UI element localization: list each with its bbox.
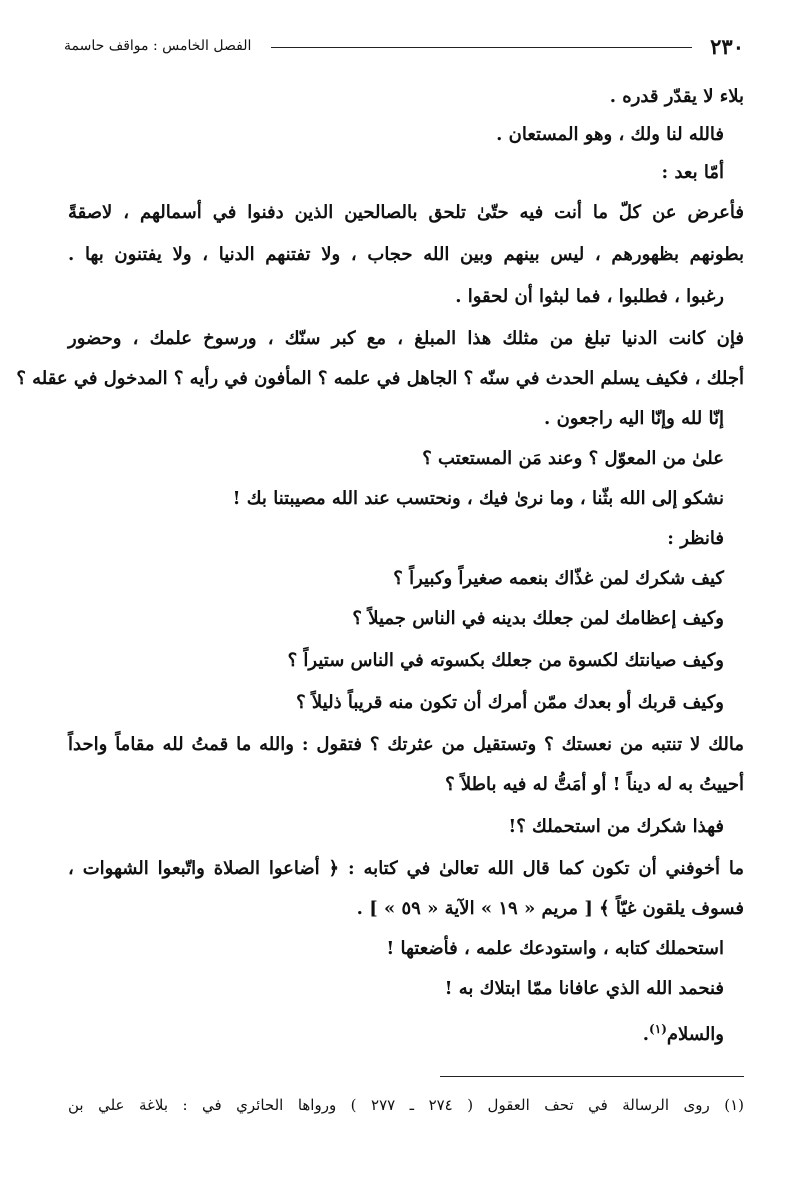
- text-line: أمّا بعد :: [661, 162, 724, 183]
- footnote-marker: (١): [649, 1022, 667, 1036]
- text-line: استحملك كتابه ، واستودعك علمه ، فأضعتها !: [386, 938, 724, 959]
- text-line: أجلك ، فكيف يسلم الحدث في سنّه ؟ الجاهل في علمه ؟ المأفون في رأيه ؟ المدخول في عقله ؟: [16, 368, 744, 389]
- text-line: نشكو إلى الله بثّنا ، وما نرىٰ فيك ، ونحتسب عند الله مصيبتنا بك !: [232, 488, 724, 509]
- text-line: ما أخوفني أن تكون كما قال الله تعالىٰ في كتابه : ﴿ أضاعوا الصلاة واتّبعوا الشهوات ،: [68, 858, 744, 879]
- text-line: كيف شكرك لمن غذّاك بنعمه صغيراً وكبيراً ؟: [393, 568, 724, 589]
- text-line: فنحمد الله الذي عافانا ممّا ابتلاك به !: [444, 978, 724, 999]
- text-line: فهذا شكرك من استحملك ؟!: [508, 816, 724, 837]
- text-line: فإن كانت الدنيا تبلغ من مثلك هذا المبلغ ، مع كبر سنّك ، ورسوخ علمك ، وحضور: [68, 328, 744, 349]
- page-number: ٢٣٠: [710, 34, 744, 59]
- closing-line: والسلام$^{(١)}$.: [642, 1022, 724, 1045]
- text-line: فأعرض عن كلّ ما أنت فيه حتّىٰ تلحق بالصالحين الذين دفنوا في أسمالهم ، لاصقةً: [68, 202, 744, 223]
- text-line: إنّا لله وإنّا اليه راجعون .: [544, 408, 724, 429]
- text-line: فسوف يلقون غيّاً ﴾ [ مريم « ١٩ » الآية « ٥٩ » ] .: [356, 898, 744, 919]
- chapter-title: الفصل الخامس : مواقف حاسمة: [64, 38, 252, 54]
- text-line: أحييتُ به له ديناً ! أو أمَتُّ له فيه باطلاً ؟: [445, 774, 744, 795]
- text-line: رغبوا ، فطلبوا ، فما لبثوا أن لحقوا .: [455, 286, 724, 307]
- header-rule: [271, 47, 692, 48]
- text-line: وكيف صيانتك لكسوة من جعلك بكسوته في الناس ستيراً ؟: [287, 650, 724, 671]
- text-line: وكيف إعظامك لمن جعلك بدينه في الناس جميلاً ؟: [352, 608, 724, 629]
- page-header: [64, 34, 744, 60]
- footnote-text: (١) روى الرسالة في تحف العقول ( ٢٧٤ ـ ٢٧٧ ) ورواها الحائري في : بلاغة علي بن: [68, 1096, 744, 1114]
- text-line: مالك لا تنتبه من نعستك ؟ وتستقيل من عثرتك ؟ فتقول : والله ما قمتُ لله مقاماً واحداً: [68, 734, 744, 755]
- closing-text: والسلام: [666, 1024, 724, 1045]
- footnote-rule: [440, 1076, 744, 1077]
- text-line: بلاء لا يقدّر قدره .: [609, 86, 744, 107]
- text-line: فالله لنا ولك ، وهو المستعان .: [496, 124, 724, 145]
- text-line: علىٰ من المعوّل ؟ وعند مَن المستعتب ؟: [422, 448, 724, 469]
- text-line: فانظر :: [667, 528, 724, 549]
- text-line: بطونهم بظهورهم ، ليس بينهم وبين الله حجاب ، ولا تفتنهم الدنيا ، ولا يفتنون بها .: [68, 244, 744, 265]
- text-line: وكيف قربك أو بعدك ممّن أمرك أن تكون منه قريباً ذليلاً ؟: [296, 692, 724, 713]
